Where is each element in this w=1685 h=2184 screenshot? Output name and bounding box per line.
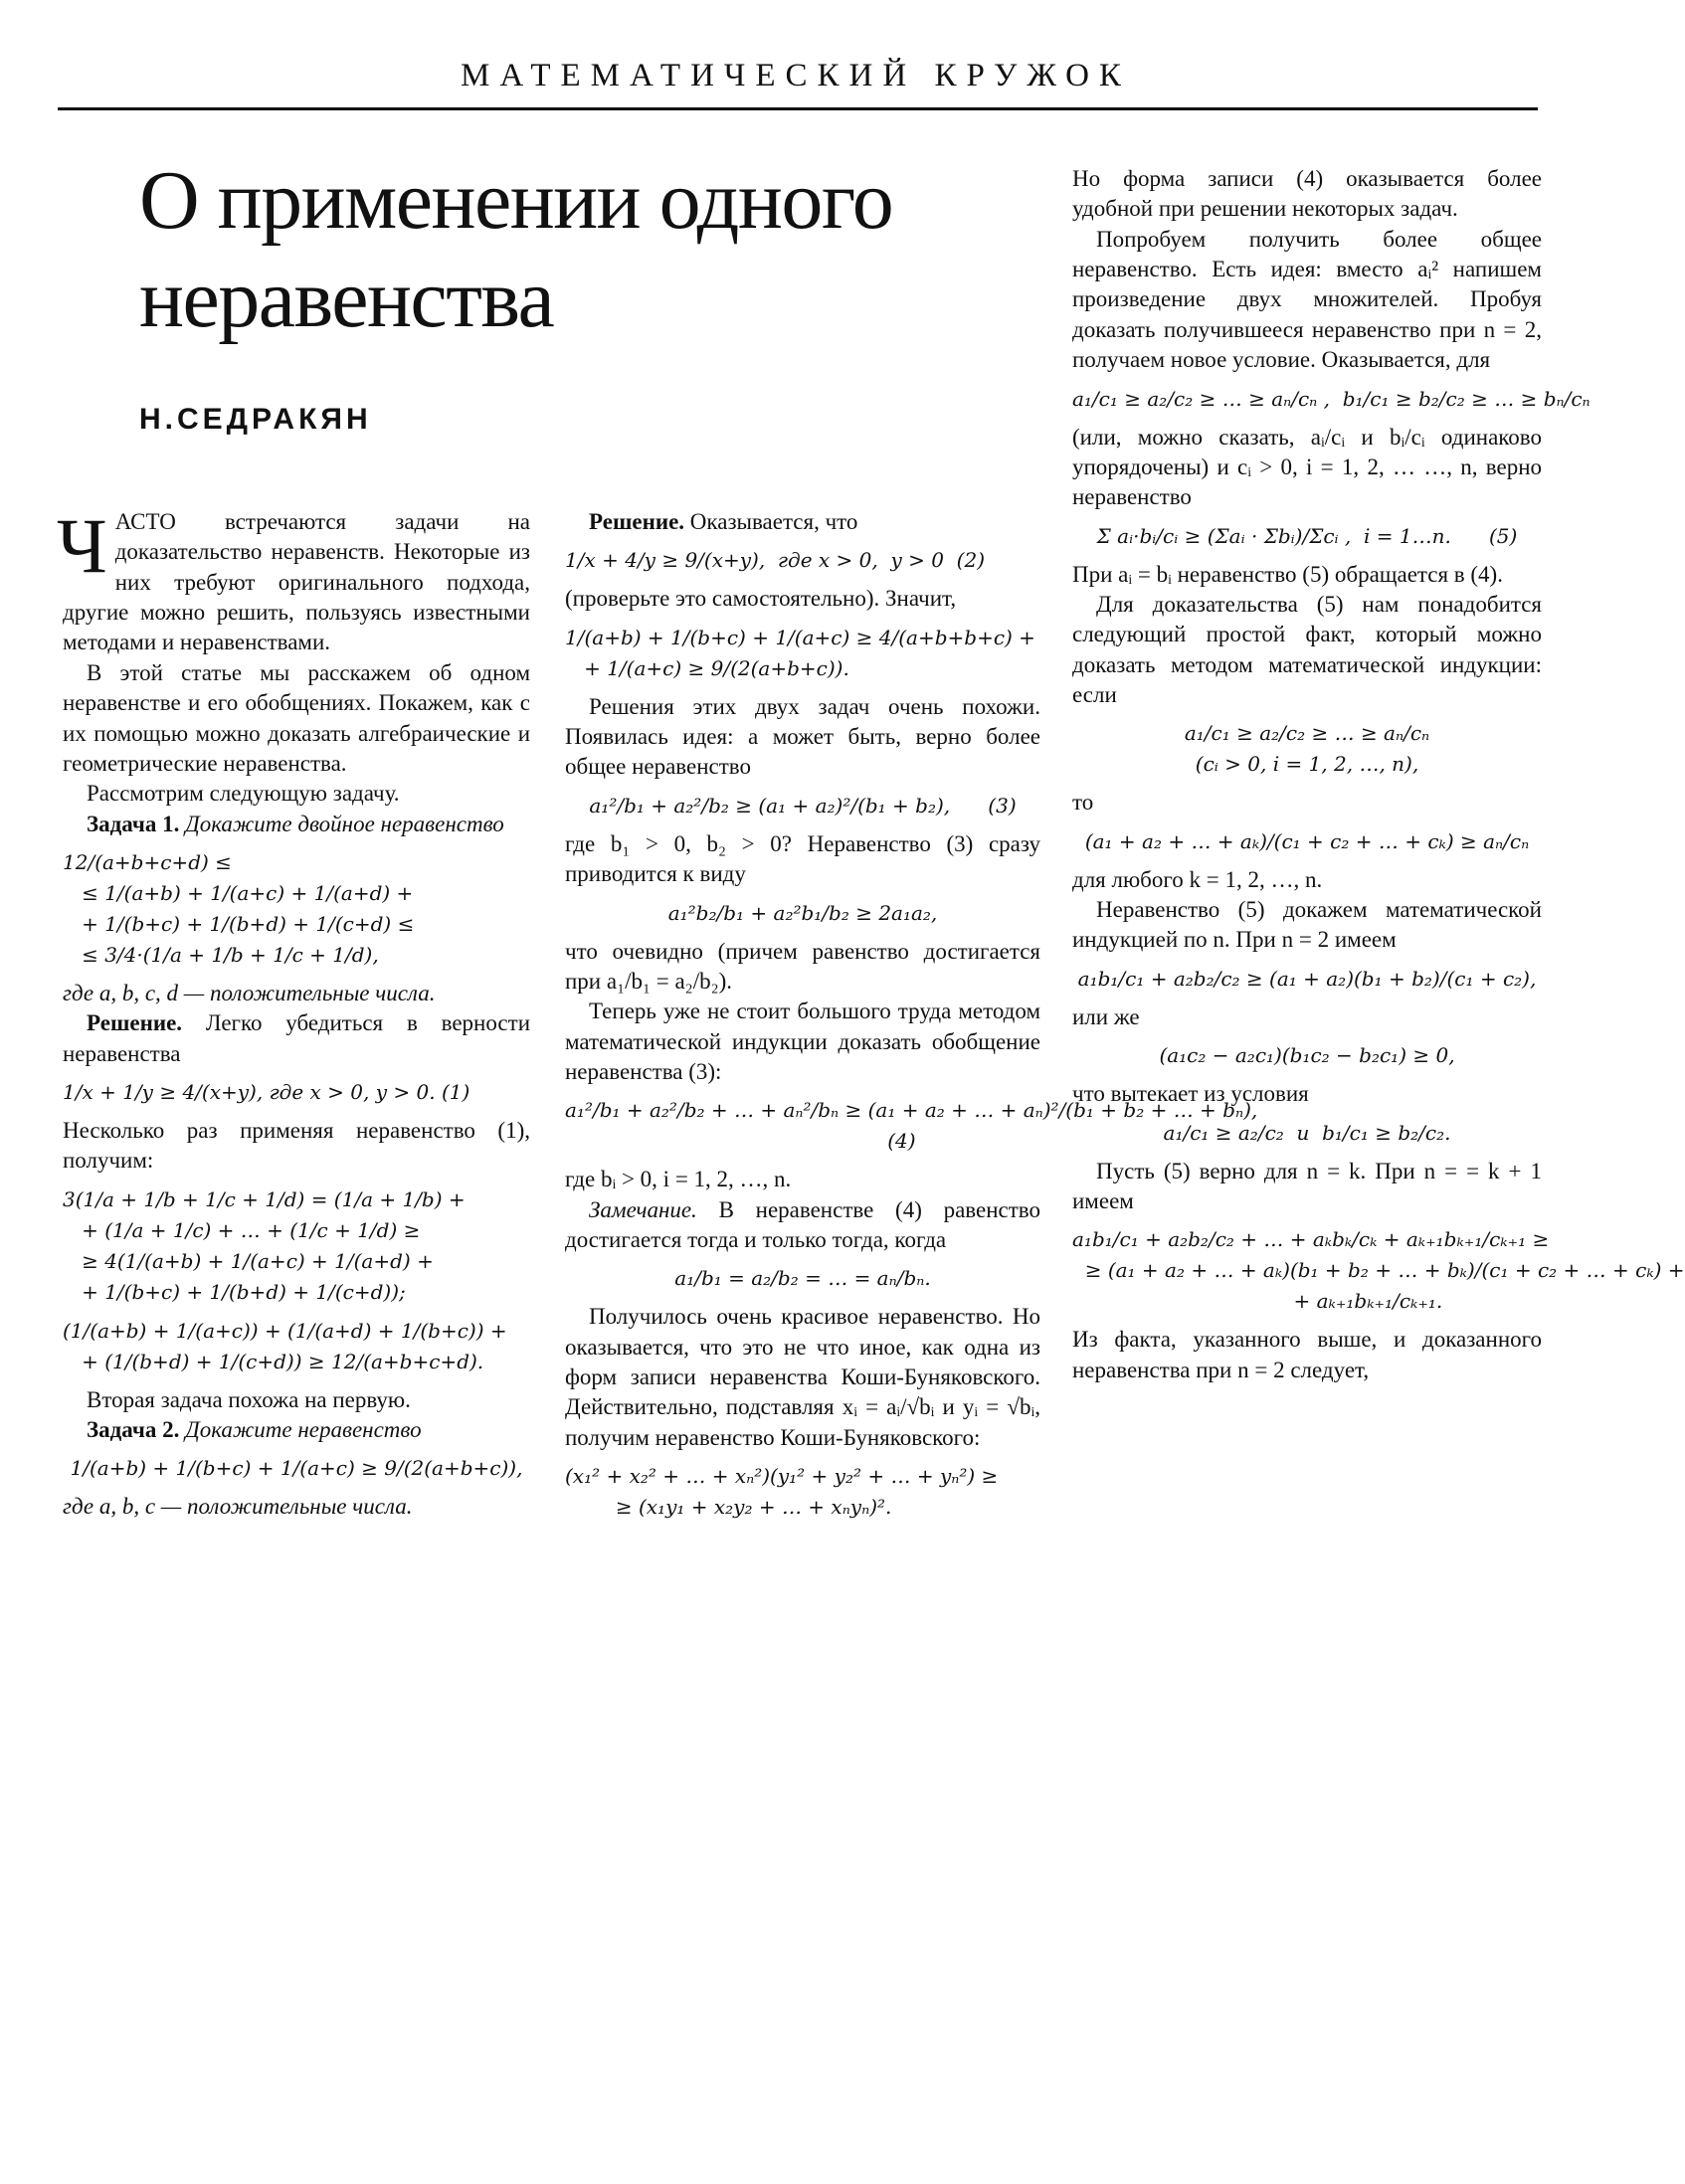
- formula: (a₁ + a₂ + … + aₖ)/(c₁ + c₂ + … + cₖ) ≥ aₙ/cₙ: [1084, 828, 1530, 853]
- paragraph: для любого k = 1, 2, …, n.: [1072, 866, 1323, 892]
- author: Н.СЕДРАКЯН: [139, 403, 372, 436]
- formula: a₁b₁/c₁ + a₂b₂/c₂ + … + aₖbₖ/cₖ + aₖ₊₁bₖ₊₁/cₖ₊₁ ≥ ≥ (a₁ + a₂ + … + aₖ)(b₁ + b₂ + … + bₖ)/(c₁ + c₂ + … + cₖ) + + aₖ₊₁bₖ₊₁/cₖ₊₁.: [1072, 1227, 1685, 1314]
- formula: 1/(a+b) + 1/(b+c) + 1/(a+c) ≥ 4/(a+b+b+c) + + 1/(a+c) ≥ 9/(2(a+b+c)).: [565, 625, 1035, 680]
- formula: a₁/b₁ = a₂/b₂ = … = aₙ/bₙ.: [674, 1266, 931, 1291]
- paragraph: В этой статье мы расскажем об одном неравенстве и его обобщениях. Покажем, как с их помощью можно доказать алгебраические и геометрические неравенства.: [63, 659, 530, 776]
- paragraph: то: [1072, 790, 1094, 816]
- condition: где a, b, c — положительные числа.: [63, 1494, 413, 1520]
- solution: Решение. Легко убедиться в верности неравенства: [63, 1010, 530, 1066]
- formula: a₁/c₁ ≥ a₂/c₂ и b₁/c₁ ≥ b₂/c₂.: [1163, 1120, 1451, 1145]
- formula: 1/x + 4/y ≥ 9/(x+y), где x > 0, y > 0 (2): [565, 548, 985, 573]
- paragraph: где bᵢ > 0, i = 1, 2, …, n.: [565, 1167, 792, 1192]
- paragraph: или же: [1072, 1003, 1140, 1029]
- formula: (a₁c₂ − a₂c₁)(b₁c₂ − b₂c₁) ≥ 0,: [1159, 1043, 1455, 1068]
- paragraph: Из факта, указанного выше, и доказанного неравенства при n = 2 следует,: [1072, 1327, 1542, 1382]
- formula: a₁²/b₁ + a₂²/b₂ ≥ (a₁ + a₂)²/(b₁ + b₂), (3): [589, 793, 1017, 818]
- column-3: [1072, 164, 1685, 1385]
- formula: 1/(a+b) + 1/(b+c) + 1/(a+c) ≥ 9/(2(a+b+c)),: [70, 1456, 523, 1481]
- remark: Замечание. В неравенстве (4) равенство достигается тогда и только тогда, когда: [565, 1196, 1041, 1253]
- column-1: [57, 502, 530, 1523]
- formula: (x₁² + x₂² + … + xₙ²)(y₁² + y₂² + … + yₙ²) ≥ ≥ (x₁y₁ + x₂y₂ + … + xₙyₙ)².: [565, 1464, 999, 1520]
- paragraph: где b₁ > 0, b₂ > 0? Неравенство (3) сразу приводится к виду: [565, 830, 1040, 887]
- paragraph: Решения этих двух задач очень похожи. Появилась идея: а может быть, верно более общее неравенство: [565, 693, 1040, 780]
- formula: a₁²/b₁ + a₂²/b₂ + … + aₙ²/bₙ ≥ (a₁ + a₂ + … + aₙ)²/(b₁ + b₂ + … + bₙ), (4): [565, 1098, 1258, 1154]
- paragraph: Пусть (5) верно для n = k. При n = = k + 1 имеем: [1072, 1158, 1542, 1213]
- article-title: [139, 151, 1034, 348]
- formula: a₁b₁/c₁ + a₂b₂/c₂ ≥ (a₁ + a₂)(b₁ + b₂)/(c₁ + c₂),: [1077, 966, 1537, 991]
- paragraph: Рассмотрим следующую задачу.: [87, 781, 400, 807]
- formula: (1/(a+b) + 1/(a+c)) + (1/(a+d) + 1/(b+c)) + + (1/(b+d) + 1/(c+d)) ≥ 12/(a+b+c+d).: [63, 1318, 507, 1373]
- dropcap: Ч: [57, 502, 107, 589]
- paragraph: (или, можно сказать, aᵢ/cᵢ и bᵢ/cᵢ одинаково упорядочены) и cᵢ > 0, i = 1, 2, … …, n, верно неравенство: [1072, 424, 1542, 510]
- paragraph: Теперь уже не стоит большого труда методом математической индукции доказать обобщение неравенства (3):: [565, 999, 1040, 1084]
- solution: Решение. Оказывается, что: [589, 509, 858, 534]
- paragraph: При aᵢ = bᵢ неравенство (5) обращается в (4).: [1072, 561, 1503, 587]
- header-rule: [58, 107, 1538, 110]
- formula: a₁²b₂/b₁ + a₂²b₁/b₂ ≥ 2a₁a₂,: [667, 900, 938, 925]
- paragraph: Получилось очень красивое неравенство. Но оказывается, что это не что иное, как одна из форм записи неравенства Коши-Буняковского. Действительно, подставляя xᵢ = aᵢ/√bᵢ и yᵢ = √bᵢ, получим неравенство Коши-Буняковского:: [565, 1304, 1040, 1450]
- paragraph: Вторая задача похожа на первую.: [87, 1386, 411, 1412]
- task-2: Задача 2. Докажите неравенство: [87, 1417, 422, 1443]
- paragraph: Попробуем получить более общее неравенство. Есть идея: вместо aᵢ² напишем произведение двух множителей. Пробуя доказать получившееся неравенство при n = 2, получаем новое условие. Оказывается, для: [1072, 226, 1542, 373]
- paragraph: Неравенство (5) докажем математической индукцией по n. При n = 2 имеем: [1072, 897, 1542, 953]
- paragraph: Несколько раз применяя неравенство (1), получим:: [63, 1118, 530, 1174]
- paragraph: Для доказательства (5) нам понадобится следующий простой факт, который можно доказать методом математической индукции: если: [1072, 591, 1542, 708]
- condition: где a, b, c, d — положительные числа.: [63, 980, 436, 1005]
- paragraph: ЧАСТО встречаются задачи на доказательство неравенств. Некоторые из них требуют оригинального подхода, другие можно решить, пользуясь известными методами и неравенствами.: [57, 502, 530, 655]
- formula: Σ aᵢ·bᵢ/cᵢ ≥ (Σaᵢ · Σbᵢ)/Σcᵢ , i = 1…n. (5): [1096, 523, 1518, 548]
- title-line-1: О применении одного: [139, 154, 893, 247]
- section-header: МАТЕМАТИЧЕСКИЙ КРУЖОК: [461, 58, 1131, 93]
- paragraph: что вытекает из условия: [1072, 1081, 1309, 1107]
- formula: a₁/c₁ ≥ a₂/c₂ ≥ … ≥ aₙ/cₙ , b₁/c₁ ≥ b₂/c₂ ≥ … ≥ bₙ/cₙ: [1072, 386, 1591, 411]
- paragraph: что очевидно (причем равенство достигается при a₁/b₁ = a₂/b₂).: [565, 938, 1040, 994]
- title-line-2: неравенства: [139, 253, 554, 346]
- formula: 12/(a+b+c+d) ≤ ≤ 1/(a+b) + 1/(a+c) + 1/(a+d) + + 1/(b+c) + 1/(b+d) + 1/(c+d) ≤ ≤ 3/4·(1/a + 1/b + 1/c + 1/d),: [63, 849, 415, 967]
- formula: a₁/c₁ ≥ a₂/c₂ ≥ … ≥ aₙ/cₙ (cᵢ > 0, i = 1, 2, …, n),: [1184, 721, 1430, 777]
- paragraph: Но форма записи (4) оказывается более удобной при решении некоторых задач.: [1072, 166, 1542, 222]
- paragraph: (проверьте это самостоятельно). Значит,: [565, 586, 957, 612]
- formula: 1/x + 1/y ≥ 4/(x+y), где x > 0, y > 0. (1): [63, 1080, 470, 1105]
- task-1: Задача 1. Докажите двойное неравенство: [87, 811, 504, 836]
- formula: 3(1/a + 1/b + 1/c + 1/d) = (1/a + 1/b) + + (1/a + 1/c) + … + (1/c + 1/d) ≥ ≥ 4(1/(a+b) + 1/(a+c) + 1/(a+d) + + 1/(b+c) + 1/(b+d) + 1/(c+d));: [63, 1186, 466, 1304]
